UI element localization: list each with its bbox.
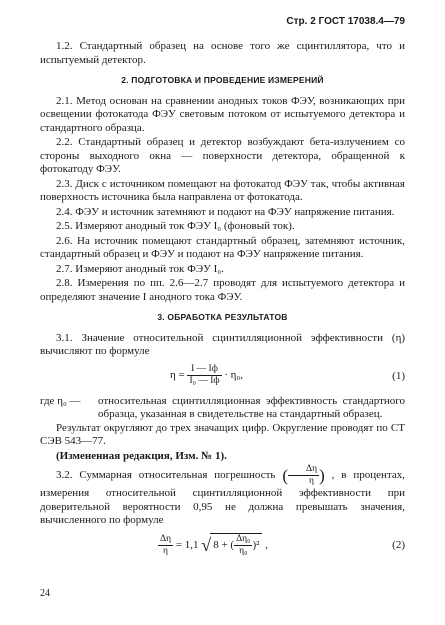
paragraph-3-2-frac-den: η [309,476,315,486]
paragraph-3-2: 3.2. Суммарная относительная погрешность ( $\frac{\Delta\eta}{\eta}$ ) , в процентах, измерения относительной сцинтилляционной эффективности при доверительной вероятности 0,95 не должна превышать значения, вычисленного по формуле [40,464,406,526]
where-lead: где η₀ — [40,394,81,407]
formula-2-inner-num: Δη₀ [236,533,251,544]
formula-2-lhs-num: Δη [160,533,172,544]
page-body [40,40,405,566]
formula-1-number: (1) [392,369,405,382]
paragraph-3-2-start: 3.2. Суммарная относительная погрешность [56,469,276,482]
paragraph-3-2-frac-num: Δη [288,464,319,476]
paragraph-2-8: 2.8. Измерения по пп. 2.6—2.7 проводят для испытуемого детектора и определяют значение I анодного тока ФЭУ. [40,277,405,303]
section-2-heading: 2. ПОДГОТОВКА И ПРОВЕДЕНИЕ ИЗМЕРЕНИЙ [121,75,324,85]
paragraph-2-1: 2.1. Метод основан на сравнении анодных токов ФЭУ, возникающих при освещении фотокатода ФЭУ световым потоком от испытуемого детектора и стандартного образца. [40,94,405,134]
paragraph-2-2: 2.2. Стандартный образец и детектор возбуждают бета-излучением со стороны выходного окна — поверхности детектора, обращенной к фотокатоду ФЭУ. [40,136,405,175]
section-3-heading: 3. ОБРАБОТКА РЕЗУЛЬТАТОВ [157,312,288,322]
paragraph-2-6: 2.6. На источник помещают стандартный образец, затемняют источник, стандартный образец и ФЭУ и подают на ФЭУ напряжение питания. [40,234,405,260]
formula-2-inner-fraction [234,534,252,557]
sqrt-icon: √ [201,534,212,555]
where-clause [40,395,405,422]
paragraph-2-5: 2.5. Измеряют анодный ток ФЭУ I₀ (фоновый ток). [56,220,295,232]
page-header: Стр. 2 ГОСТ 17038.4—79 [286,16,405,27]
formula-1-lhs: η = [170,368,185,381]
formula-2-close: )² [252,538,260,551]
formula-2-comma: , [265,538,268,551]
formula-2-lhs-den: η [163,545,169,556]
paragraph-3-2-fraction [288,464,319,487]
amendment-note: (Измененная редакция, Изм. № 1). [56,449,227,462]
page-number: 24 [40,588,50,599]
paragraph-2-7: 2.7. Измеряют анодный ток ФЭУ I₀. [56,262,224,275]
paragraph-1-2: 1.2. Стандартный образец на основе того же сцинтиллятора, что и испытуемый детектор. [40,40,405,66]
formula-1-denominator: I₀ — Iф [189,375,220,386]
formula-2 [40,531,405,563]
formula-2-lhs-fraction [158,534,173,557]
formula-2-inner-den: η₀ [239,545,248,556]
paragraph-rounding: Результат округляют до трех значащих цифр. Округление проводят по СТ СЭВ 543—77. [40,421,405,447]
paragraph-3-1: 3.1. Значение относительной сцинтилляционной эффективности (η) вычисляют по формуле [40,331,405,357]
formula-2-radicand [210,533,262,557]
formula-1-fraction [187,364,221,387]
where-text: относительная сцинтилляционная эффективность стандартного образца, указанная в свидетельстве на стандартный образец. [98,394,405,420]
formula-2-eq: = 1,1 [175,538,199,551]
formula-2-number: (2) [392,538,405,551]
paragraph-2-3: 2.3. Диск с источником помещают на фотокатод ФЭУ так, чтобы активная поверхность источника была направлена от фотокатода. [40,177,405,203]
formula-1 [40,362,405,392]
paragraph-3-2-end: , в процентах, измерения относительной сцинтилляционной эффективности при доверительной вероятности 0,95 не должна превышать значения, вычисленного по формуле [40,469,406,526]
paragraph-2-4: 2.4. ФЭУ и источник затемняют и подают на ФЭУ напряжение питания. [56,205,395,218]
formula-2-inner: 8 + ( [213,538,235,551]
formula-1-numerator: I — Iф [187,364,221,376]
formula-1-rhs: · η₀, [224,368,244,381]
